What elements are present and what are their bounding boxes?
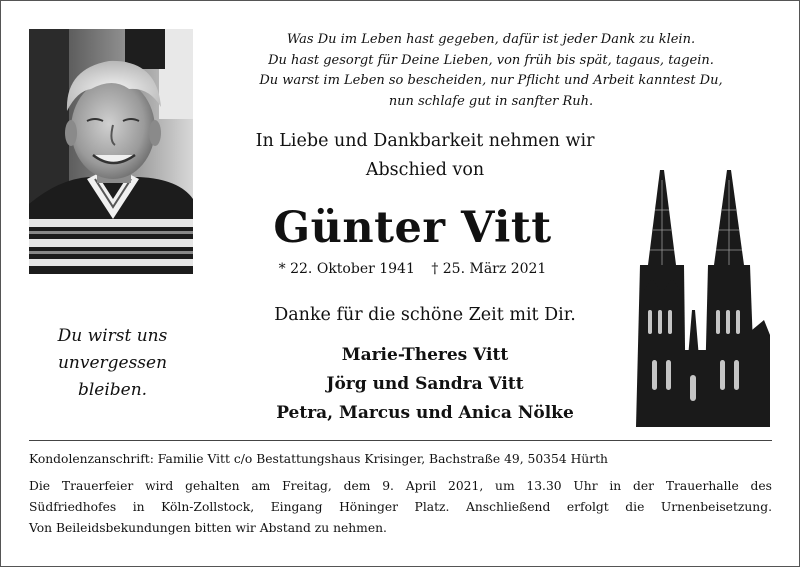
motto-line: unvergessen [57, 353, 168, 373]
motto-line: Du wirst uns [57, 326, 168, 346]
farewell-intro [214, 127, 636, 185]
divider [29, 440, 772, 441]
intro-line-2: Abschied von [365, 160, 485, 180]
mourner-name: Petra, Marcus und Anica Nölke [276, 403, 574, 423]
poem-line: Du hast gesorgt für Deine Lieben, von früh bis spät, tagaus, tagein. [268, 52, 714, 68]
thanks-line: Danke für die schöne Zeit mit Dir. [274, 305, 576, 325]
mourner-name: Jörg und Sandra Vitt [326, 374, 524, 394]
funeral-notice [29, 476, 772, 539]
deceased-name: Günter Vitt [273, 203, 552, 253]
notice-line: Von Beileidsbekundungen bitten wir Abstand zu nehmen. [29, 521, 387, 535]
notice-line: Die Trauerfeier wird gehalten am Freitag, dem 9. April 2021, um 13.30 Uhr in der Trauerhalle des [29, 479, 772, 493]
portrait-image [29, 29, 193, 274]
poem [230, 30, 752, 112]
motto [30, 323, 195, 404]
poem-line: Was Du im Leben hast gegeben, dafür ist jeder Dank zu klein. [286, 32, 696, 47]
portrait-photo [29, 29, 193, 274]
life-dates [230, 258, 595, 280]
poem-line: nun schlafe gut in sanfter Ruh. [388, 93, 594, 109]
mourner-name: Marie-Theres Vitt [341, 345, 509, 365]
motto-line: bleiben. [77, 380, 148, 400]
notice-line: Südfriedhofes in Köln-Zollstock, Eingang Höninger Platz. Anschließend erfolgt die Urnenbeisetzung. [29, 500, 772, 514]
cathedral-icon [624, 170, 774, 427]
poem-line: Du warst im Leben so bescheiden, nur Pflicht und Arbeit kanntest Du, [259, 73, 723, 88]
condolence-address: Kondolenzanschrift: Familie Vitt c/o Bestattungshaus Krisinger, Bachstraße 49, 50354 Hürth [29, 452, 608, 466]
death-date: † 25. März 2021 [431, 261, 547, 277]
birth-date: * 22. Oktober 1941 [278, 261, 415, 277]
mourners-list [214, 341, 636, 428]
intro-line-1: In Liebe und Dankbarkeit nehmen wir [255, 131, 595, 151]
